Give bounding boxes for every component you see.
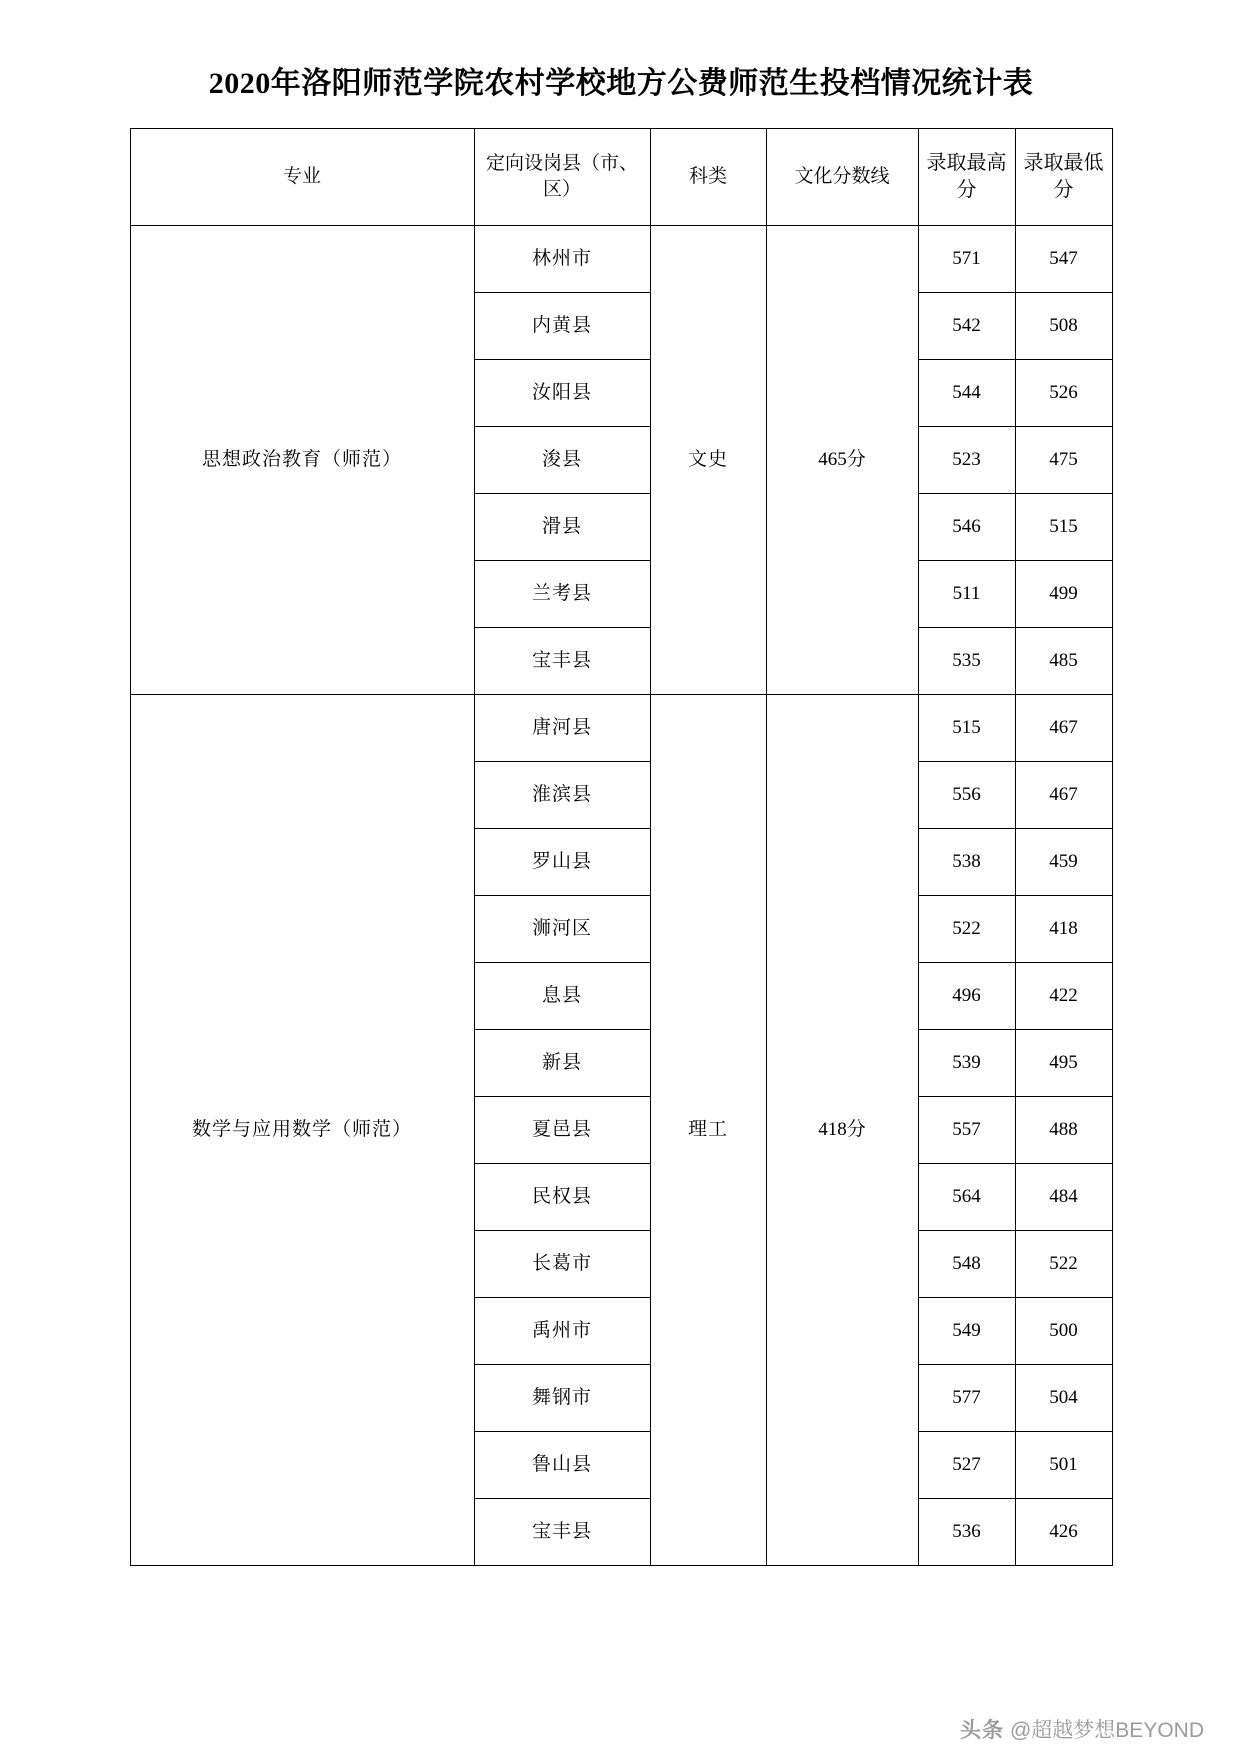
lowest-score: 422	[1015, 963, 1112, 1030]
highest-score: 542	[918, 293, 1015, 360]
page-title: 2020年洛阳师范学院农村学校地方公费师范生投档情况统计表	[208, 67, 1034, 100]
highest-score: 546	[918, 494, 1015, 561]
highest-score: 522	[918, 896, 1015, 963]
lowest-score: 495	[1015, 1030, 1112, 1097]
county-name: 鲁山县	[474, 1432, 650, 1499]
watermark-logo: 头条	[959, 1719, 1004, 1742]
county-name: 兰考县	[474, 561, 650, 628]
watermark	[960, 1714, 1204, 1744]
category-name: 文史	[650, 226, 766, 695]
highest-score: 539	[918, 1030, 1015, 1097]
lowest-score: 485	[1015, 628, 1112, 695]
lowest-score: 547	[1015, 226, 1112, 293]
highest-score: 527	[918, 1432, 1015, 1499]
county-name: 浚县	[474, 427, 650, 494]
column-header-highest: 录取最高分	[918, 129, 1015, 226]
county-name: 浉河区	[474, 896, 650, 963]
lowest-score: 515	[1015, 494, 1112, 561]
county-name: 新县	[474, 1030, 650, 1097]
culture-line-value: 418分	[766, 695, 918, 1566]
lowest-score: 467	[1015, 762, 1112, 829]
table-header-row	[130, 129, 1112, 226]
lowest-score: 508	[1015, 293, 1112, 360]
highest-score: 564	[918, 1164, 1015, 1231]
county-name: 内黄县	[474, 293, 650, 360]
culture-line-value: 465分	[766, 226, 918, 695]
column-header-major: 专业	[130, 129, 474, 226]
lowest-score: 459	[1015, 829, 1112, 896]
table-body	[130, 226, 1112, 1566]
county-name: 舞钢市	[474, 1365, 650, 1432]
score-statistics-table	[130, 128, 1113, 1566]
lowest-score: 467	[1015, 695, 1112, 762]
highest-score: 538	[918, 829, 1015, 896]
column-header-county: 定向设岗县（市、区）	[474, 129, 650, 226]
highest-score: 511	[918, 561, 1015, 628]
lowest-score: 418	[1015, 896, 1112, 963]
column-header-lowest: 录取最低分	[1015, 129, 1112, 226]
highest-score: 556	[918, 762, 1015, 829]
table-row	[130, 695, 1112, 762]
lowest-score: 475	[1015, 427, 1112, 494]
highest-score: 544	[918, 360, 1015, 427]
county-name: 唐河县	[474, 695, 650, 762]
column-header-culture-line: 文化分数线	[766, 129, 918, 226]
county-name: 淮滨县	[474, 762, 650, 829]
highest-score: 496	[918, 963, 1015, 1030]
county-name: 长葛市	[474, 1231, 650, 1298]
county-name: 民权县	[474, 1164, 650, 1231]
lowest-score: 501	[1015, 1432, 1112, 1499]
highest-score: 548	[918, 1231, 1015, 1298]
county-name: 夏邑县	[474, 1097, 650, 1164]
highest-score: 536	[918, 1499, 1015, 1566]
highest-score: 557	[918, 1097, 1015, 1164]
major-name: 思想政治教育（师范）	[130, 226, 474, 695]
highest-score: 515	[918, 695, 1015, 762]
table-header	[130, 129, 1112, 226]
category-name: 理工	[650, 695, 766, 1566]
table-row	[130, 226, 1112, 293]
lowest-score: 488	[1015, 1097, 1112, 1164]
county-name: 宝丰县	[474, 1499, 650, 1566]
column-header-category: 科类	[650, 129, 766, 226]
county-name: 汝阳县	[474, 360, 650, 427]
county-name: 宝丰县	[474, 628, 650, 695]
lowest-score: 504	[1015, 1365, 1112, 1432]
county-name: 禹州市	[474, 1298, 650, 1365]
highest-score: 577	[918, 1365, 1015, 1432]
watermark-text: @超越梦想BEYOND	[1009, 1719, 1204, 1742]
lowest-score: 500	[1015, 1298, 1112, 1365]
highest-score: 571	[918, 226, 1015, 293]
highest-score: 523	[918, 427, 1015, 494]
lowest-score: 426	[1015, 1499, 1112, 1566]
county-name: 罗山县	[474, 829, 650, 896]
highest-score: 535	[918, 628, 1015, 695]
county-name: 林州市	[474, 226, 650, 293]
lowest-score: 499	[1015, 561, 1112, 628]
lowest-score: 522	[1015, 1231, 1112, 1298]
major-name: 数学与应用数学（师范）	[130, 695, 474, 1566]
highest-score: 549	[918, 1298, 1015, 1365]
lowest-score: 484	[1015, 1164, 1112, 1231]
county-name: 息县	[474, 963, 650, 1030]
lowest-score: 526	[1015, 360, 1112, 427]
county-name: 滑县	[474, 494, 650, 561]
